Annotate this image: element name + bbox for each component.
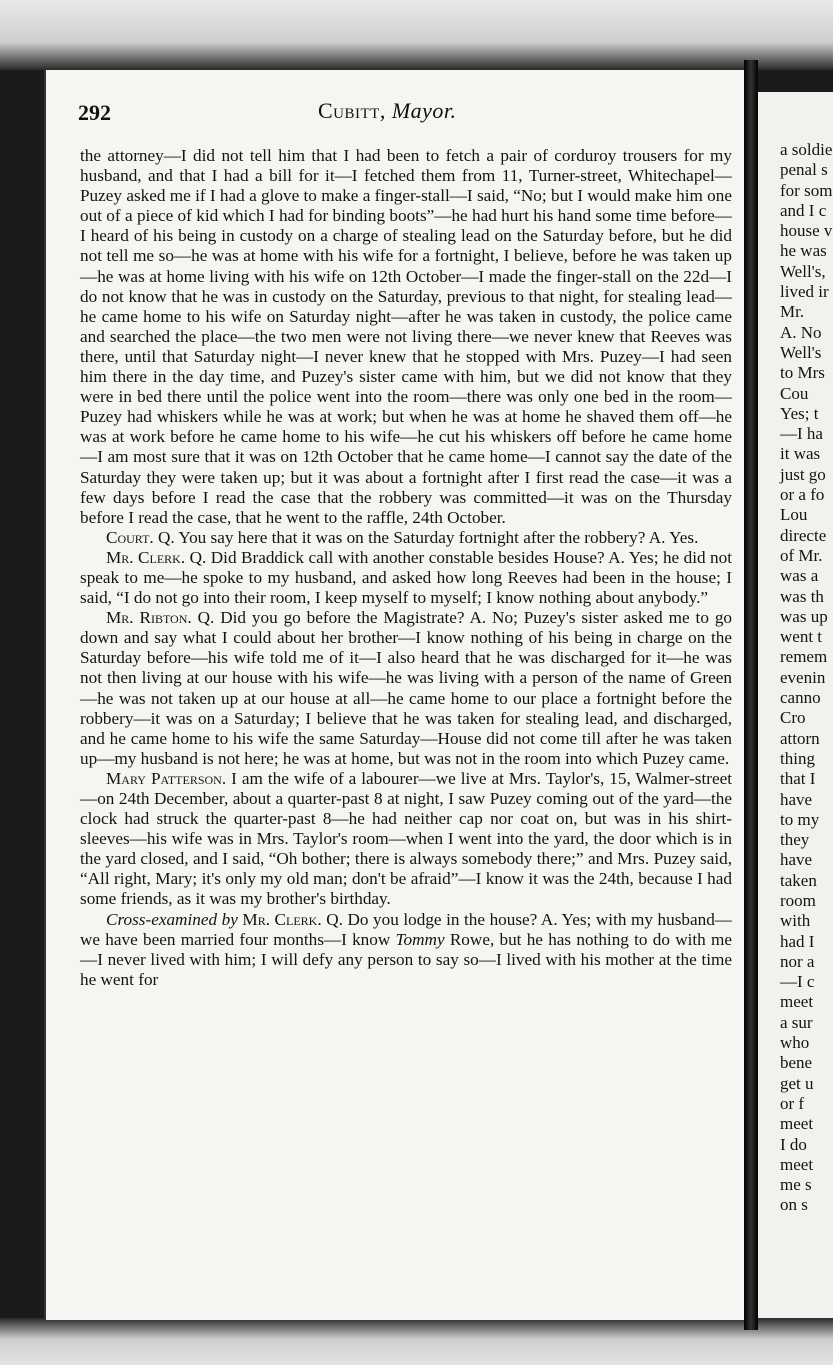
facing-page-line: Mr. bbox=[780, 302, 805, 322]
title-office: Mayor. bbox=[391, 98, 457, 123]
facing-page-line: penal s bbox=[780, 160, 828, 180]
facing-page-line: Yes; t bbox=[780, 403, 819, 423]
paragraph-text: Q. Did Braddick call with another constable besides House? A. Yes; he did not speak to me—he spoke to my husband, and asked how long Reeves had been in the house; I said, “I do not go into their room, I keep myself to myself; I know nothing about anybody.” bbox=[80, 547, 733, 608]
speaker: Mr. Clerk. bbox=[242, 909, 322, 929]
facing-page-line: get u bbox=[780, 1073, 814, 1093]
paragraph-text: I am the wife of a labourer—we live at Mrs. Taylor's, 15, Walmer-street—on 24th December, about a quarter-past 8 at night, I saw Puzey coming out of the yard—the clock had struck the quarter-past 8—he had neither cap nor coat on, but was in his shirt-sleeves—his wife was in Mrs. Taylor's room—when I went into the yard, the door which is in the yard closed, and I said, “Oh bother; there is always somebody there;” and Mrs. Puzey said, “All right, Mary; it's only my old man; don't be afraid”—I know it was the 24th, because I had some friends, as it was my brother's birthday. bbox=[80, 768, 732, 909]
paragraph bbox=[80, 910, 732, 990]
cross-examination-lead: Cross-examined by bbox=[106, 909, 238, 929]
facing-page-line: Well's bbox=[780, 342, 822, 362]
facing-page-line: nor a bbox=[780, 951, 815, 971]
facing-page-line: lived ir bbox=[780, 282, 829, 302]
facing-page-line: taken bbox=[780, 870, 817, 890]
paragraph: the attorney—I did not tell him that I had been to fetch a pair of corduroy trousers for my husband, and that I had a bill for it—I fetched them from 11, Turner-street, Whitechapel—Puzey asked me if I had a glove to make a finger-stall—I said, “No; but I would make him one out of a piece of kid which I had for binding boots”—he had hurt his hand some time before—I heard of his being in custody on a charge of stealing lead on the Saturday before, but he did not tell me so—he was at home with his wife for a fortnight, I believe, before he was taken up—he was at home living with his wife on 12th October—I made the finger-stall on the 22d—I do not know that he was in custody on the Saturday, previous to that night, for stealing lead—he came home to his wife on Saturday night—after he was taken in custody, the police came and searched the place—the two men were not living there—we never knew that Reeves was there, until that Saturday night—I never knew that he stopped with Mrs. Puzey—I had seen him there in the day time, and Puzey's sister came with him, but we did not know that they were in bed there until the police went into the room—there was only one bed in the room—Puzey had whiskers while he was at work; but when he was at home he shaved them off—he was at work before he came home to his wife—he cut his whiskers off before he came home—I am most sure that it was on 12th October that he came home—I cannot say the date of the Saturday they were taken up; but it was about a fortnight after I first read the case—it was a few days before I read the case that the robbery was committed—it was on the Thursday before I read the case, that he went to the raffle, 24th October. bbox=[80, 146, 732, 527]
facing-page-line: canno bbox=[780, 688, 821, 708]
facing-page-line: a sur bbox=[780, 1012, 813, 1032]
facing-page-line: on s bbox=[780, 1195, 808, 1215]
facing-page-line: a soldie bbox=[780, 140, 833, 159]
page-number: 292 bbox=[78, 100, 111, 125]
facing-page-line: —I ha bbox=[780, 424, 823, 444]
facing-page-line: thing bbox=[780, 748, 815, 768]
facing-page-line: have bbox=[780, 850, 813, 870]
facing-page-line: was a bbox=[780, 566, 819, 586]
facing-page-line: was th bbox=[780, 586, 824, 606]
facing-page-line: with bbox=[780, 911, 811, 931]
facing-page-line: attorn bbox=[780, 728, 820, 748]
facing-page-line: bene bbox=[780, 1053, 813, 1073]
facing-page-line: —I c bbox=[780, 972, 815, 992]
title-name: Cubitt, bbox=[318, 98, 386, 123]
facing-page-line: they bbox=[780, 830, 810, 850]
facing-page-line: I do bbox=[780, 1134, 807, 1154]
paragraph bbox=[80, 548, 732, 608]
facing-page-line: was up bbox=[780, 606, 828, 626]
facing-page-line: for som bbox=[780, 180, 833, 200]
facing-page-line: Lou bbox=[780, 505, 808, 525]
facing-page-line: Cro bbox=[780, 708, 806, 728]
paragraph bbox=[80, 769, 732, 910]
facing-page-line: meet bbox=[780, 1154, 814, 1174]
speaker: Mary Patterson. bbox=[106, 768, 227, 788]
facing-page-line: he was bbox=[780, 241, 827, 261]
facing-page-line: evenin bbox=[780, 667, 826, 687]
paragraph-text: Q. Do you lodge in the house? A. Yes; with my husband—we have been married four months—I know bbox=[80, 909, 732, 949]
facing-page-line: me s bbox=[780, 1175, 812, 1195]
facing-page-line: or f bbox=[780, 1093, 805, 1113]
italic-name: Tommy bbox=[395, 929, 445, 949]
facing-page-line: Well's, bbox=[780, 261, 826, 281]
speaker: Mr. Ribton. bbox=[106, 608, 192, 628]
facing-page-line: to Mrs bbox=[780, 363, 825, 383]
facing-page-line: to my bbox=[780, 809, 820, 829]
facing-page-line: who bbox=[780, 1033, 810, 1053]
right-page-fragment bbox=[758, 92, 833, 1318]
facing-page-line: just go bbox=[780, 464, 826, 484]
speaker: Court. bbox=[106, 527, 154, 547]
paragraph-text: Q. Did you go before the Magistrate? A. No; Puzey's sister asked me to go down and say what I could about her brother—I know nothing of his being in charge on the Saturday before—his wife told me of it—I also heard that he was discharged for it—he was not then living at our house with his wife—he was living with a person of the name of Green—he was not taken up at our house at all—he came home to our place a fortnight before the robbery—it was on a Saturday; I believe that he was taken for stealing lead, and discharged, and he came home to his wife the same Saturday—House did not come till after he was taken up—my husband is not here; he was at home, but was not in the room into which Puzey came. bbox=[80, 608, 733, 768]
facing-page-line: meet bbox=[780, 1114, 814, 1134]
running-head bbox=[78, 100, 728, 134]
facing-page-line: remem bbox=[780, 647, 828, 667]
facing-page-line: room bbox=[780, 890, 816, 910]
paragraph-text: Rowe, but he has nothing to do with me—I never lived with him; I will defy any person to say so—I lived with his mother at the time he went for bbox=[80, 929, 733, 989]
facing-page-line: and I c bbox=[780, 200, 827, 220]
facing-page-line: have bbox=[780, 789, 813, 809]
facing-page-lines bbox=[780, 140, 833, 1216]
testimony-text bbox=[80, 146, 732, 990]
scan-bottom-margin bbox=[0, 1318, 833, 1365]
facing-page-line: went t bbox=[780, 627, 823, 647]
facing-page-line: A. No bbox=[780, 322, 822, 342]
paragraph bbox=[80, 608, 732, 769]
paragraph bbox=[80, 528, 732, 548]
facing-page-line: that I bbox=[780, 769, 816, 789]
facing-page-line: Cou bbox=[780, 383, 809, 403]
facing-page-line: it was bbox=[780, 444, 821, 464]
facing-page-line: house v bbox=[780, 221, 833, 241]
speaker: Mr. Clerk. bbox=[106, 547, 186, 567]
facing-page-line: had I bbox=[780, 931, 815, 951]
facing-page-line: or a fo bbox=[780, 485, 825, 505]
facing-page-line: meet bbox=[780, 992, 814, 1012]
page-title bbox=[318, 98, 457, 124]
book-gutter bbox=[744, 60, 758, 1330]
facing-page-line: directe bbox=[780, 525, 827, 545]
scan-top-margin bbox=[0, 0, 833, 70]
facing-page-line: of Mr. bbox=[780, 545, 823, 565]
paragraph-text: Q. You say here that it was on the Saturday fortnight after the robbery? A. Yes. bbox=[158, 527, 699, 547]
